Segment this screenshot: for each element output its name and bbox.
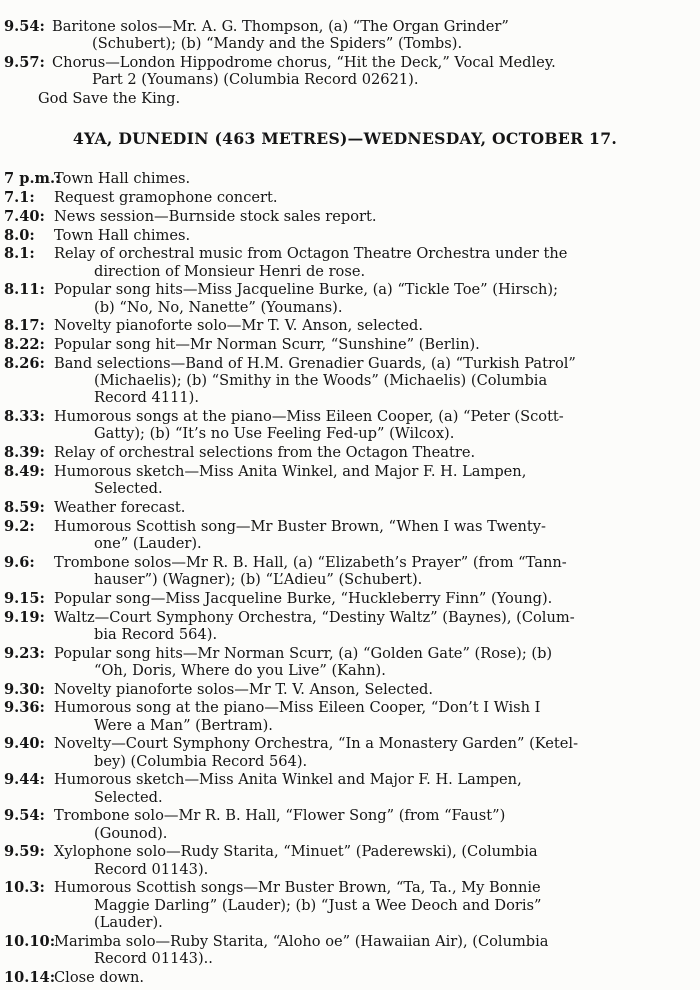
entry-line: Gatty); (b) “It’s no Use Feeling Fed-up” (Wilcox). — [94, 425, 455, 443]
programme-entry — [4, 463, 686, 497]
entry-line: (b) “No, No, Nanette” (Youmans). — [94, 298, 343, 316]
programme-entry — [4, 245, 686, 279]
entry-line: Trombone solo—Mr R. B. Hall, “Flower Song” (from “Faust”) — [54, 807, 506, 825]
entry-line: Part 2 (Youmans) (Columbia Record 02621). — [92, 71, 419, 89]
entry-description — [54, 336, 686, 353]
entry-description — [54, 699, 686, 733]
entry-description — [54, 281, 686, 315]
entry-description — [54, 807, 686, 841]
programme-entry — [4, 609, 686, 643]
entry-time: 9.54 : — [4, 807, 54, 824]
entry-description — [54, 554, 686, 588]
programme-entry — [4, 735, 686, 769]
entry-description — [54, 590, 686, 607]
programme-entry — [4, 807, 686, 841]
programme-entry — [4, 933, 686, 967]
programme-entry — [4, 355, 686, 407]
entry-line: (Schubert); (b) “Mandy and the Spiders” (Tombs). — [92, 35, 463, 53]
programme-entry — [4, 590, 686, 607]
entry-time: 9.57 : — [4, 54, 52, 71]
entry-line: Popular song—Miss Jacqueline Burke, “Huckleberry Finn” (Young). — [54, 589, 553, 607]
entry-line: direction of Monsieur Henri de rose. — [94, 262, 366, 280]
entry-line: bia Record 564). — [94, 625, 218, 643]
entry-line: hauser”) (Wagner); (b) “L’Adieu” (Schubert). — [94, 570, 423, 588]
entry-line: (Gounod). — [94, 824, 168, 842]
entry-line: one” (Lauder). — [94, 534, 202, 552]
entry-line: Close down. — [54, 968, 145, 986]
entry-time: 8.0 : — [4, 227, 54, 244]
programme-entry — [4, 969, 686, 986]
programme-entry — [4, 408, 686, 442]
entry-time: 10.14 : — [4, 969, 54, 986]
programme-entry — [4, 189, 686, 206]
entry-line: Record 01143). — [94, 860, 209, 878]
entry-time: 8.49 : — [4, 463, 54, 480]
entry-line: Request gramophone concert. — [54, 189, 278, 206]
entry-time: 8.59 : — [4, 499, 54, 516]
entry-description — [54, 227, 686, 244]
entry-line: Record 01143).. — [94, 949, 213, 967]
entry-line: Selected. — [94, 480, 163, 498]
entry-time: 9.44 : — [4, 771, 54, 788]
entry-time: 9.15 : — [4, 590, 54, 607]
entry-line: bey) (Columbia Record 564). — [94, 752, 308, 770]
entry-description — [54, 609, 686, 643]
entry-description — [54, 408, 686, 442]
entry-description — [54, 879, 686, 931]
entry-line: Humorous Scottish song—Mr Buster Brown, “When I was Twenty- — [54, 517, 546, 535]
entry-line: Selected. — [94, 788, 163, 806]
entry-line: Novelty pianoforte solo—Mr T. V. Anson, selected. — [54, 317, 424, 335]
entry-time: 10.10 : — [4, 933, 54, 950]
programme-entry — [4, 645, 686, 679]
entry-description — [54, 645, 686, 679]
entry-time: 8.39 : — [4, 444, 54, 461]
entry-line: (Michaelis); (b) “Smithy in the Woods” (Michaelis) (Columbia — [94, 372, 548, 390]
entry-time: 7.1 : — [4, 189, 54, 206]
entry-description — [54, 518, 686, 552]
entry-description — [54, 681, 686, 698]
entry-line: Popular song hit—Mr Norman Scurr, “Sunshine” (Berlin). — [54, 336, 480, 354]
entry-description — [54, 843, 686, 877]
programme-entry — [4, 771, 686, 805]
programme-entry — [4, 54, 686, 88]
entry-time: 7 p.m. : — [4, 170, 54, 187]
entry-line: Popular song hits—Miss Jacqueline Burke, (a) “Tickle Toe” (Hirsch); — [54, 281, 559, 299]
programme-schedule — [4, 170, 686, 986]
programme-entry — [4, 444, 686, 461]
entry-line: Were a Man” (Bertram). — [94, 716, 273, 734]
entry-time: 9.59 : — [4, 843, 54, 860]
entry-description — [54, 208, 686, 225]
entry-time: 9.40 : — [4, 735, 54, 752]
entry-time: 8.17 : — [4, 317, 54, 334]
entry-time: 9.19 : — [4, 609, 54, 626]
programme-entry — [4, 499, 686, 516]
entry-line: Maggie Darling” (Lauder); (b) “Just a Wee Deoch and Doris” — [94, 896, 542, 914]
entry-description — [54, 771, 686, 805]
entry-time: 9.36 : — [4, 699, 54, 716]
entry-time: 9.6 : — [4, 554, 54, 571]
entry-time: 7.40 : — [4, 208, 54, 225]
entry-line: Humorous songs at the piano—Miss Eileen Cooper, (a) “Peter (Scott- — [54, 408, 564, 426]
entry-line: Humorous song at the piano—Miss Eileen Cooper, “Don’t I Wish I — [54, 699, 541, 717]
programme-entry — [4, 699, 686, 733]
entry-description — [52, 54, 686, 88]
entry-time: 8.26 : — [4, 355, 54, 372]
entry-line: Relay of orchestral music from Octagon Theatre Orchestra under the — [54, 245, 568, 263]
entry-time: 9.23 : — [4, 645, 54, 662]
entry-line: (Lauder). — [94, 913, 163, 931]
programme-entry — [4, 518, 686, 552]
entry-description — [54, 355, 686, 407]
entry-line: Humorous Scottish songs—Mr Buster Brown, “Ta, Ta., My Bonnie — [54, 879, 541, 897]
programme-entry — [4, 18, 686, 52]
entry-line: Baritone solos—Mr. A. G. Thompson, (a) “The Organ Grinder” — [52, 18, 509, 35]
entry-line: Chorus—London Hippodrome chorus, “Hit the Deck,” Vocal Medley. — [52, 54, 556, 71]
entry-description — [54, 444, 686, 461]
programme-entry — [4, 281, 686, 315]
entry-line: News session—Burnside stock sales report. — [54, 207, 377, 225]
entry-description — [54, 317, 686, 334]
entry-time: 8.11 : — [4, 281, 54, 298]
entry-line: Xylophone solo—Rudy Starita, “Minuet” (Paderewski), (Columbia — [54, 843, 538, 861]
entry-time: 8.33 : — [4, 408, 54, 425]
programme-entry — [4, 681, 686, 698]
entry-line: Waltz—Court Symphony Orchestra, “Destiny Waltz” (Baynes), (Colum- — [54, 608, 575, 626]
entry-description — [54, 170, 686, 187]
programme-entry — [4, 879, 686, 931]
intro-section — [4, 18, 686, 107]
entry-description — [54, 245, 686, 279]
programme-entry — [4, 554, 686, 588]
programme-entry — [4, 843, 686, 877]
entry-description — [54, 735, 686, 769]
entry-line: Humorous sketch—Miss Anita Winkel, and Major F. H. Lampen, — [54, 462, 527, 480]
entry-line: “Oh, Doris, Where do you Live” (Kahn). — [94, 661, 386, 679]
entry-line: Weather forecast. — [54, 498, 186, 516]
station-heading: 4YA, DUNEDIN (463 METRES)—WEDNESDAY, OCTOBER 17. — [72, 129, 618, 149]
entry-time: 10.3 : — [4, 879, 54, 896]
entry-line: Popular song hits—Mr Norman Scurr, (a) “Golden Gate” (Rose); (b) — [54, 644, 553, 662]
entry-line: Town Hall chimes. — [54, 226, 191, 244]
entry-time: 8.22 : — [4, 336, 54, 353]
entry-line: Marimba solo—Ruby Starita, “Aloho oe” (Hawaiian Air), (Columbia — [54, 932, 549, 950]
entry-line: Town Hall chimes. — [54, 170, 191, 188]
entry-time: 9.30 : — [4, 681, 54, 698]
entry-line: Band selections—Band of H.M. Grenadier Guards, (a) “Turkish Patrol” — [54, 354, 576, 372]
entry-description — [54, 969, 686, 986]
entry-description — [54, 189, 686, 206]
programme-entry — [4, 227, 686, 244]
entry-description — [54, 933, 686, 967]
entry-line: Relay of orchestral selections from the Octagon Theatre. — [54, 444, 476, 462]
entry-line: Record 4111). — [94, 389, 200, 407]
entry-description — [54, 499, 686, 516]
entry-time: 8.1 : — [4, 245, 54, 262]
entry-line: Trombone solos—Mr R. B. Hall, (a) “Elizabeth’s Prayer” (from “Tann- — [54, 553, 567, 571]
programme-entry — [4, 170, 686, 187]
entry-description — [54, 463, 686, 497]
entry-line: Novelty pianoforte solos—Mr T. V. Anson, Selected. — [54, 680, 434, 698]
entry-time: 9.2 : — [4, 518, 54, 535]
entry-line: Humorous sketch—Miss Anita Winkel and Major F. H. Lampen, — [54, 771, 522, 789]
closing-line: God Save the King. — [38, 90, 181, 107]
programme-entry — [4, 317, 686, 334]
entry-time: 9.54 : — [4, 18, 52, 35]
entry-line: Novelty—Court Symphony Orchestra, “In a Monastery Garden” (Ketel- — [54, 735, 579, 753]
entry-description — [52, 18, 686, 52]
programme-entry — [4, 336, 686, 353]
programme-entry — [4, 208, 686, 225]
